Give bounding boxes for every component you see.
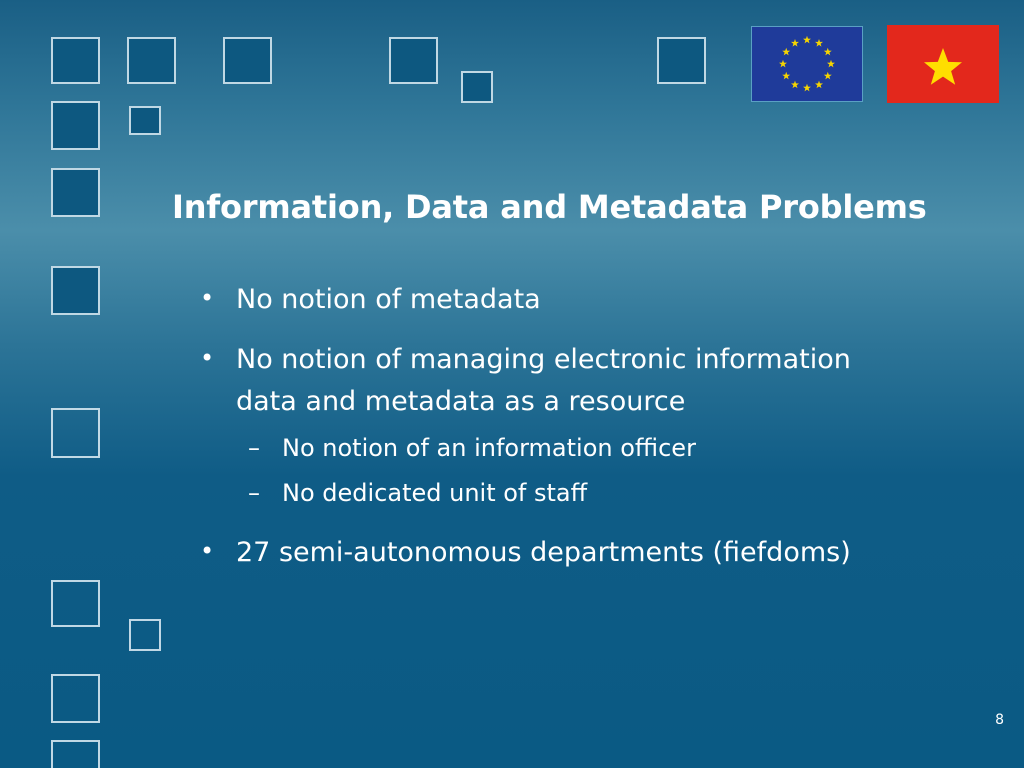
bullet-item	[200, 344, 851, 375]
bullet-text: 27 semi-autonomous departments (fiefdoms)	[236, 537, 851, 568]
sub-bullet-marker: –	[248, 434, 260, 462]
sub-bullet-text: No notion of an information officer	[282, 434, 696, 462]
sub-bullet-item	[248, 479, 588, 507]
bullet-marker: •	[200, 284, 215, 312]
bullet-item	[200, 284, 541, 315]
page-number: 8	[995, 712, 1004, 728]
sub-bullet-marker: –	[248, 479, 260, 507]
slide-title: Information, Data and Metadata Problems	[172, 188, 927, 226]
bullet-item-continuation	[236, 386, 685, 417]
bullet-marker: •	[200, 344, 215, 372]
bullet-text-line: data and metadata as a resource	[236, 386, 686, 417]
bullet-item	[200, 537, 851, 568]
sub-bullet-text: No dedicated unit of staff	[282, 479, 588, 507]
sub-bullet-item	[248, 434, 696, 462]
bullet-text-line: No notion of managing electronic information	[236, 344, 851, 375]
bullet-marker: •	[200, 537, 215, 565]
bullet-text: No notion of metadata	[236, 284, 541, 315]
